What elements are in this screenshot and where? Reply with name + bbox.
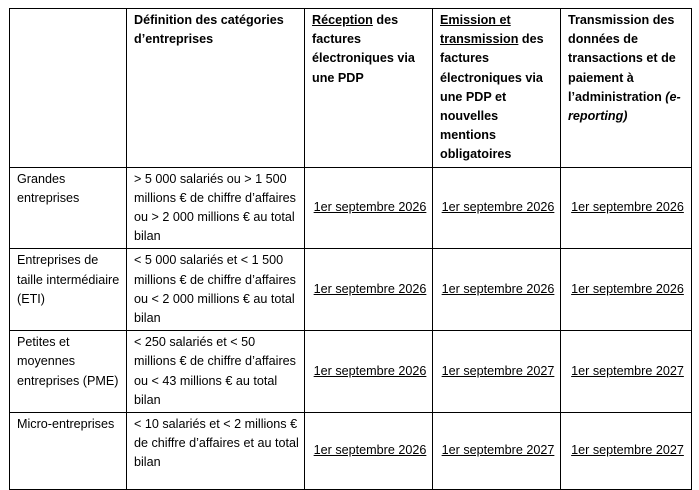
table-row (10, 331, 692, 413)
header-reception (305, 9, 433, 168)
header-reception-underlined: Réception (312, 13, 373, 27)
definition-cell: > 5 000 salariés ou > 1 500 millions € de chiffre d’affaires ou > 2 000 millions € au total bilan (127, 167, 305, 249)
definition-cell: < 5 000 salariés et < 1 500 millions € de chiffre d’affaires ou < 2 000 millions € au total bilan (127, 249, 305, 331)
ereporting-date-cell: 1er septembre 2027 (561, 331, 692, 413)
reception-date-cell: 1er septembre 2026 (305, 167, 433, 249)
table-row (10, 167, 692, 249)
header-ereporting-main: Transmission des données de transactions et de paiement à l’administration (568, 13, 676, 104)
header-ereporting-italic: (e-reporting) (568, 89, 681, 124)
header-emission (433, 9, 561, 168)
header-ereporting (561, 9, 692, 168)
category-cell: Grandes entreprises (10, 167, 127, 249)
header-emission-rest: des factures électroniques via une PDP et nouvelles mentions obligatoires (440, 32, 544, 162)
header-emission-underlined: Emission et transmission (440, 13, 519, 47)
category-cell: Entreprises de taille intermédiaire (ETI) (10, 249, 127, 331)
table-row (10, 249, 692, 331)
header-empty-cell (10, 9, 127, 168)
ereporting-date-cell: 1er septembre 2026 (561, 167, 692, 249)
table-header (10, 9, 692, 168)
reception-date-cell: 1er septembre 2026 (305, 249, 433, 331)
category-cell: Micro-entreprises (10, 413, 127, 490)
header-definition: Définition des catégories d’entreprises (127, 9, 305, 168)
emission-date-cell: 1er septembre 2027 (433, 331, 561, 413)
header-reception-rest: des factures électroniques via une PDP (312, 13, 415, 85)
table-row (10, 413, 692, 490)
emission-date-cell: 1er septembre 2026 (433, 167, 561, 249)
category-cell: Petites et moyennes entreprises (PME) (10, 331, 127, 413)
header-row (10, 9, 692, 168)
ereporting-date-cell: 1er septembre 2026 (561, 249, 692, 331)
reception-date-cell: 1er septembre 2026 (305, 413, 433, 490)
emission-date-cell: 1er septembre 2026 (433, 249, 561, 331)
definition-cell: < 250 salariés et < 50 millions € de chiffre d’affaires ou < 43 millions € au total bilan (127, 331, 305, 413)
table-body (10, 167, 692, 489)
emission-date-cell: 1er septembre 2027 (433, 413, 561, 490)
reception-date-cell: 1er septembre 2026 (305, 331, 433, 413)
ereporting-date-cell: 1er septembre 2027 (561, 413, 692, 490)
definition-cell: < 10 salariés et < 2 millions € de chiffre d’affaires et au total bilan (127, 413, 305, 490)
invoicing-timeline-table (9, 8, 692, 490)
